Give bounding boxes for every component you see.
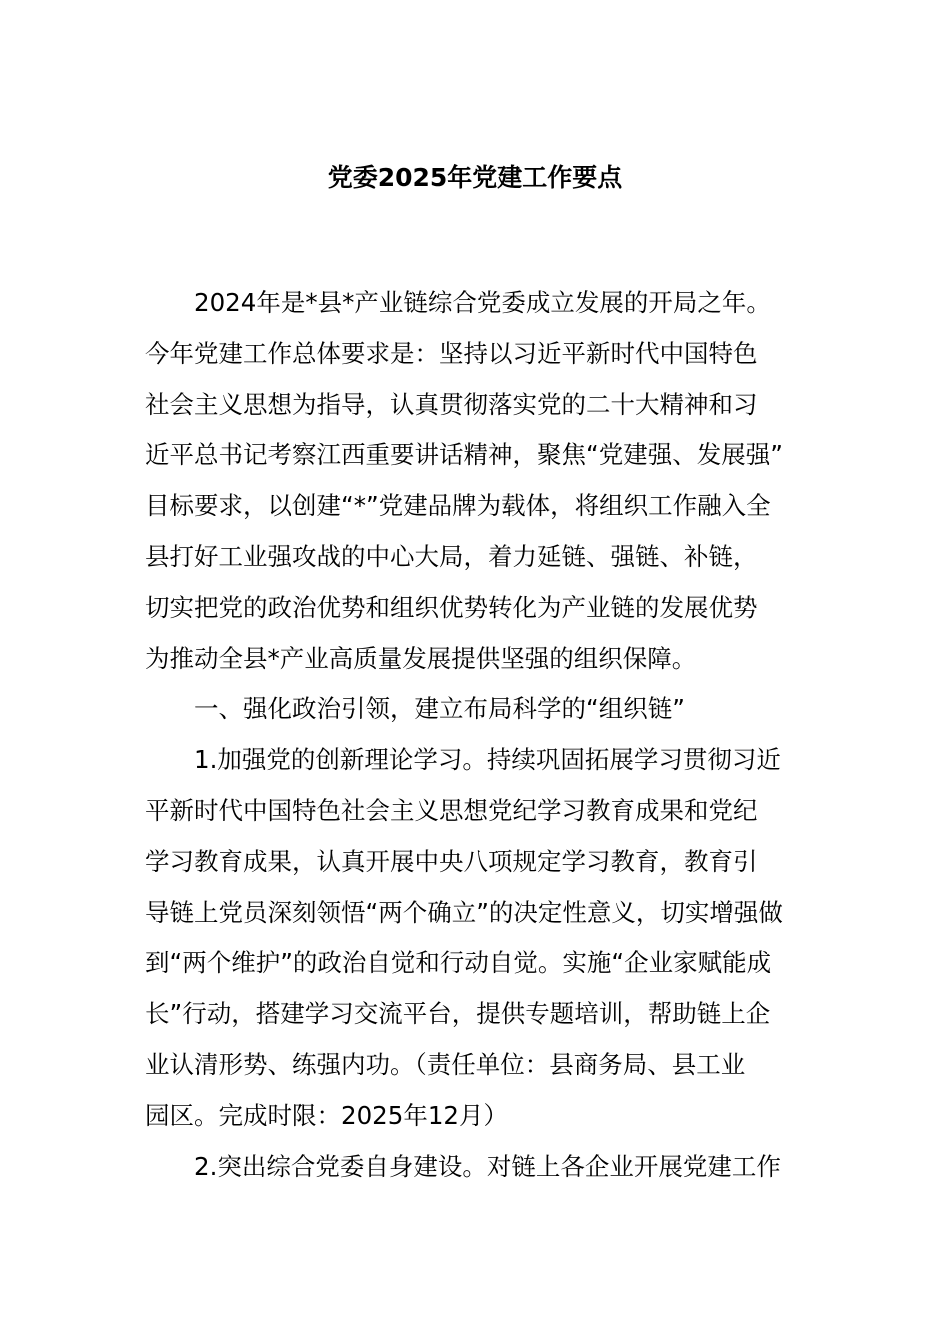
document-body [145,280,815,1194]
paragraph-line: 县打好工业强攻战的中心大局，着力延链、强链、补链， [145,541,758,571]
paragraph-line: 学习教育成果，认真开展中央八项规定学习教育，教育引 [145,846,758,876]
paragraph-line: 平新时代中国特色社会主义思想党纪学习教育成果和党纪 [145,795,758,825]
paragraph-line: 导链上党员深刻领悟“两个确立”的决定性意义，切实增强做 [145,897,783,927]
paragraph-line: 一、强化政治引领，建立布局科学的“组织链” [194,694,685,724]
paragraph-line: 社会主义思想为指导，认真贯彻落实党的二十大精神和习 [145,389,758,419]
document-title: 党委2025年党建工作要点 [327,163,623,192]
paragraph-line: 为推动全县*产业高质量发展提供坚强的组织保障。 [145,643,697,673]
paragraph-line: 到“两个维护”的政治自觉和行动自觉。实施“企业家赋能成 [145,948,772,978]
paragraph-line: 园区。完成时限：2025年12月） [145,1100,509,1130]
paragraph-line: 长”行动，搭建学习交流平台，提供专题培训，帮助链上企 [145,999,771,1029]
paragraph-line: 切实把党的政治优势和组织优势转化为产业链的发展优势 [145,592,758,622]
paragraph-line: 目标要求，以创建“*”党建品牌为载体，将组织工作融入全 [145,491,771,521]
paragraph-line: 2024年是*县*产业链综合党委成立发展的开局之年。 [194,288,771,317]
paragraph-line: 2.突出综合党委自身建设。对链上各企业开展党建工作 [194,1151,781,1181]
paragraph-line: 1.加强党的创新理论学习。持续巩固拓展学习贯彻习近 [194,745,781,775]
paragraph-line: 业认清形势、练强内功。（责任单位：县商务局、县工业 [145,1049,746,1079]
paragraph-line: 近平总书记考察江西重要讲话精神，聚焦“党建强、发展强” [145,440,783,470]
paragraph-line: 今年党建工作总体要求是：坚持以习近平新时代中国特色 [145,338,758,368]
